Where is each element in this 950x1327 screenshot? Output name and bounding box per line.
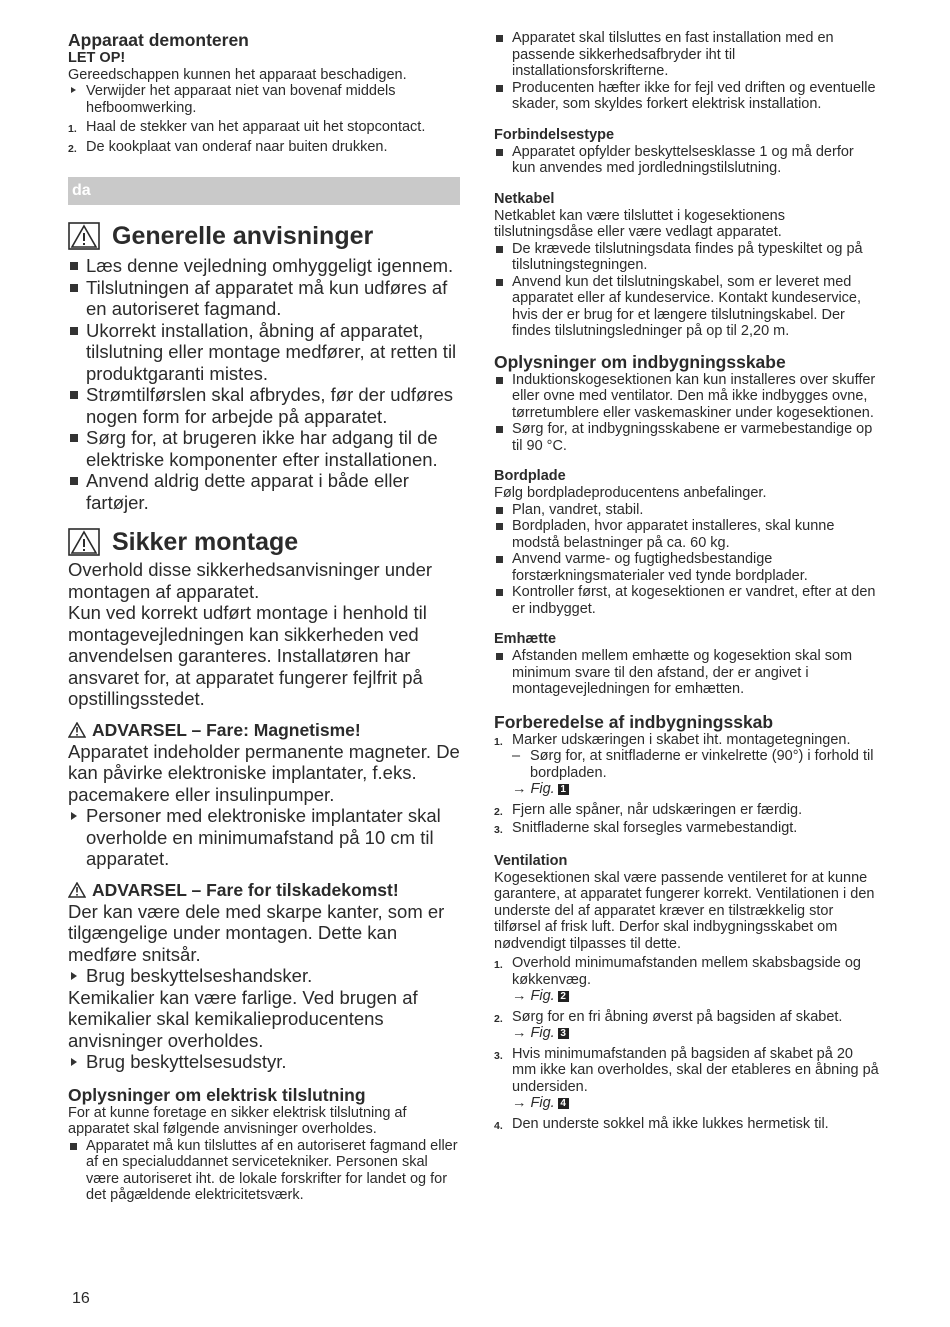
list-item: Apparatet opfylder beskyttelsesklasse 1 og må derfor kun anvendes med jordledningstilslutning.: [494, 144, 880, 177]
generelle-list: [68, 255, 460, 513]
paragraph: Der kan være dele med skarpe kanter, som er tilgængelige under montagen. Dette kan medføre snitsår.: [68, 900, 445, 965]
step-2: 2. Fjern alle spåner, når udskæringen er færdig.: [494, 801, 803, 818]
figure-reference: → Fig. 2: [494, 988, 880, 1005]
paragraph: Netkablet kan være tilsluttet i kogesektionens tilslutningsdåse eller være vedlagt apparatet.: [494, 207, 785, 240]
warning-heading-injury: ADVARSEL – Fare for tilskadekomst!: [68, 880, 460, 901]
step-1: 1. Marker udskæringen i skabet iht. montagetegningen.: [494, 731, 851, 748]
subsection-title: Emhætte: [494, 631, 557, 647]
list-item: Anvend varme- og fugtighedsbestandige forstærkningsmaterialer ved tynde bordplader.: [494, 551, 880, 584]
list-item: Læs denne vejledning omhyggeligt igennem.: [68, 255, 460, 277]
step-1: 1. Haal de stekker van het apparaat uit het stopcontact.: [68, 119, 426, 135]
let-op-label: LET OP!: [68, 50, 126, 66]
list-item: Sørg for, at brugeren ikke har adgang til de elektriske komponenter efter installationen.: [68, 427, 460, 470]
list-item: Induktionskogesektionen kan kun installeres over skuffer eller ovne med ventilator. Den må ikke indbygges ovne, tørretumblere eller vaskemaskiner under kogesektionen.: [494, 372, 880, 422]
list-item: Producenten hæfter ikke for fejl ved driften og eventuelle skader, som skyldes forkert elektrisk installation.: [494, 80, 880, 113]
list-item: Ukorrekt installation, åbning af apparatet, tilslutning eller montage medfører, at retten til produktgaranti mistes.: [68, 320, 460, 385]
section-title: Oplysninger om elektrisk tilslutning: [68, 1084, 366, 1105]
figure-number-badge: 3: [558, 1028, 569, 1039]
sikker-heading: [68, 527, 460, 557]
list-item: Personer med elektroniske implantater skal overholde en minimumafstand på 10 cm til apparatet.: [68, 805, 460, 870]
list-item: De krævede tilslutningsdata findes på typeskiltet og på tilslutningstegningen.: [494, 241, 880, 274]
paragraph: Kogesektionen skal være passende ventileret for at kunne garantere, at apparatet fungerer korrekt. Ventilationen i den underste del af apparatet kræver en tilstrækkelig stor tilførsel af frisk luft. Derfor skal indbygningsskabet om nødvendigt tilpasses til dette.: [494, 869, 875, 952]
figure-reference: → Fig. 1: [494, 781, 880, 798]
step-2: 2. Sørg for en fri åbning øverst på bagsiden af skabet.: [494, 1008, 843, 1025]
step-3: 3. Hvis minimumafstanden på bagsiden af skabet på 20 mm ikke kan overholdes, skal der etableres en åbning på undersiden.: [494, 1045, 879, 1095]
step-3: 3. Snitfladerne skal forsegles varmebestandigt.: [494, 820, 798, 836]
figure-number-badge: 1: [558, 784, 569, 795]
paragraph: Overhold disse sikkerhedsanvisninger under montagen af apparatet.: [68, 559, 433, 602]
subsection-title: Netkabel: [494, 190, 555, 207]
subsection-title: Forbindelsestype: [494, 126, 615, 143]
language-label: da: [72, 182, 91, 199]
left-column: [68, 30, 460, 1204]
figure-number-badge: 4: [558, 1098, 569, 1109]
warning-icon: [68, 528, 100, 556]
list-item: Plan, vandret, stabil.: [494, 502, 880, 519]
list-item: Apparatet må kun tilsluttes af en autoriseret fagmand eller af en specialuddannet servicetekniker. Personen skal være autoriseret iht. de lokale forskrifter for landet og for det pågældende elektricitetsværk.: [68, 1138, 460, 1204]
subsection-title: Bordplade: [494, 468, 566, 484]
figure-reference: → Fig. 3: [494, 1025, 880, 1042]
section-title: Generelle anvisninger: [112, 222, 374, 250]
section-title-apparaat-demonteren: Apparaat demonteren: [68, 30, 249, 50]
warning-icon: [68, 222, 100, 250]
right-column: [494, 30, 880, 1132]
list-item: Afstanden mellem emhætte og kogesektion skal som minimum svare til den afstand, der er angivet i montagevejledningen for emhætten.: [494, 648, 880, 698]
list-item: Anvend aldrig dette apparat i både eller fartøjer.: [68, 470, 460, 513]
list-item: Bordpladen, hvor apparatet installeres, skal kunne modstå belastninger på ca. 60 kg.: [494, 518, 880, 551]
figure-reference: → Fig. 4: [494, 1095, 880, 1112]
page-number: 16: [72, 1290, 90, 1307]
section-title: Sikker montage: [112, 528, 299, 556]
warning-heading-magnetism: ADVARSEL – Fare: Magnetisme!: [68, 720, 460, 741]
warning-triangle-icon: [68, 722, 86, 738]
section-title: Forberedelse af indbygningsskab: [494, 711, 774, 732]
list-item: Sørg for, at indbygningsskabene er varmebestandige op til 90 °C.: [494, 421, 880, 454]
list-item: Strømtilførslen skal afbrydes, før der udføres nogen form for arbejde på apparatet.: [68, 384, 460, 427]
list-item: Tilslutningen af apparatet må kun udføres af en autoriseret fagmand.: [68, 277, 460, 320]
list-item: Brug beskyttelsesudstyr.: [68, 1051, 460, 1073]
list-item: Kontroller først, at kogesektionen er vandret, efter at den er indbygget.: [494, 584, 880, 617]
list-item: Brug beskyttelseshandsker.: [68, 965, 460, 987]
paragraph: Apparatet indeholder permanente magneter. De kan påvirke elektroniske implantater, f.eks. pacemakere eller insulinpumper.: [68, 740, 460, 805]
list-item: Anvend kun det tilslutningskabel, som er leveret med apparatet eller af kundeservice. Kontakt kundeservice, hvis der er brug for et længere tilslutningskabel. Der findes tilslutningsledninger på op til 2,20 m.: [494, 274, 880, 340]
warning-text: Gereedschappen kunnen het apparaat beschadigen.: [68, 66, 407, 83]
warning-triangle-icon: [68, 882, 86, 898]
paragraph: Følg bordpladeproducentens anbefalinger.: [494, 485, 767, 501]
section-title: Oplysninger om indbygningsskabe: [494, 351, 786, 372]
step-1: 1. Overhold minimumafstanden mellem skabsbagside og køkkenvæg.: [494, 955, 861, 988]
subsection-title: Ventilation: [494, 852, 568, 869]
list-item: Verwijder het apparaat niet van bovenaf middels hefboomwerking.: [68, 83, 460, 116]
step-4: 4. Den underste sokkel må ikke lukkes hermetisk til.: [494, 1115, 829, 1132]
nl-section: [68, 30, 460, 155]
paragraph: Kun ved korrekt udført montage i henhold til montagevejledningen kan sikkerheden ved anvendelsen garanteres. Installatøren har ansvaret for, at apparatet fungerer fejlfrit på opstillingsstedet.: [68, 602, 427, 709]
list-item: Apparatet skal tilsluttes en fast installation med en passende sikkerhedsafbryder iht til installationsforskrifterne.: [494, 30, 880, 80]
figure-number-badge: 2: [558, 991, 569, 1002]
paragraph: For at kunne foretage en sikker elektrisk tilslutning af apparatet skal følgende anvisninger overholdes.: [68, 1104, 407, 1137]
generelle-heading: [68, 221, 460, 251]
paragraph: Kemikalier kan være farlige. Ved brugen af kemikalier skal kemikalieproducentens anvisninger overholdes.: [68, 986, 418, 1051]
language-bar: [68, 177, 460, 205]
dash-item: – Sørg for, at snitfladerne er vinkelrette (90°) i forhold til bordpladen.: [512, 748, 874, 781]
step-2: 2. De kookplaat van onderaf naar buiten drukken.: [68, 138, 388, 155]
